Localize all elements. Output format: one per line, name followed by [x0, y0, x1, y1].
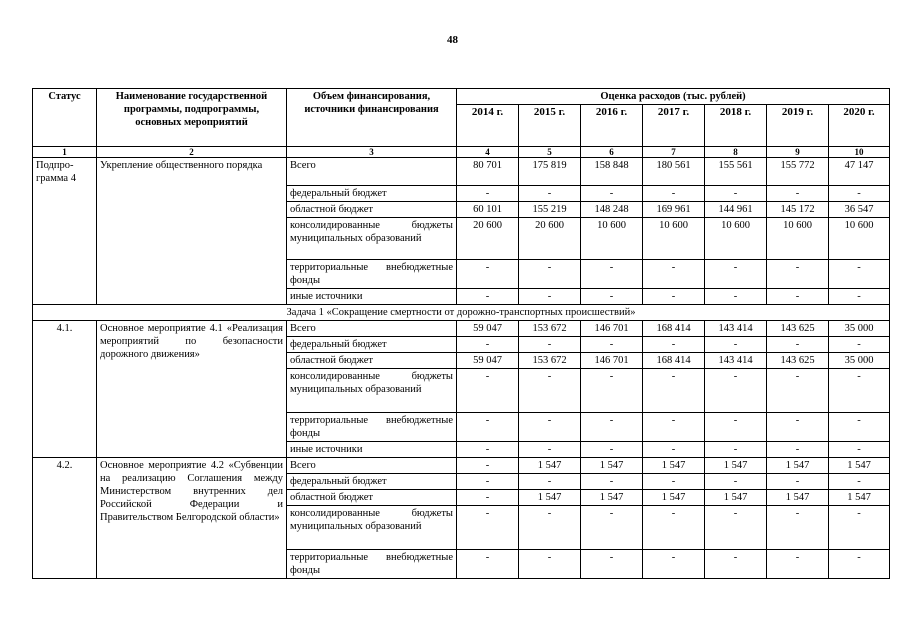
- value-cell: 155 772: [767, 158, 829, 186]
- header-estimate: Оценка расходов (тыс. рублей): [457, 89, 890, 105]
- header-year: 2019 г.: [767, 105, 829, 147]
- value-cell: 146 701: [581, 353, 643, 369]
- value-cell: -: [643, 413, 705, 442]
- value-cell: -: [519, 413, 581, 442]
- value-cell: -: [643, 289, 705, 305]
- row-status: 4.2.: [33, 458, 97, 579]
- value-cell: -: [829, 474, 890, 490]
- value-cell: 143 414: [705, 353, 767, 369]
- value-cell: -: [829, 260, 890, 289]
- value-cell: 10 600: [581, 218, 643, 260]
- table-row: [33, 458, 890, 474]
- funding-source: Всего: [287, 158, 457, 186]
- value-cell: 1 547: [767, 490, 829, 506]
- row-status: Подпро-грамма 4: [33, 158, 97, 305]
- value-cell: 1 547: [581, 490, 643, 506]
- row-name: Основное мероприятие 4.1 «Реализация мероприятий по безопасности дорожного движения»: [97, 321, 287, 458]
- row-name: Укрепление общественного порядка: [97, 158, 287, 305]
- value-cell: -: [767, 506, 829, 550]
- value-cell: 1 547: [705, 458, 767, 474]
- value-cell: 20 600: [457, 218, 519, 260]
- column-number: 10: [829, 147, 890, 158]
- header-volume: Объем финансирования, источники финансирования: [287, 89, 457, 147]
- value-cell: -: [643, 186, 705, 202]
- budget-table: [32, 88, 890, 579]
- value-cell: 35 000: [829, 321, 890, 337]
- header-name: Наименование государственной программы, подпрограммы, основных мероприятий: [97, 89, 287, 147]
- value-cell: -: [643, 369, 705, 413]
- value-cell: -: [767, 289, 829, 305]
- value-cell: -: [829, 186, 890, 202]
- header-status: Статус: [33, 89, 97, 147]
- value-cell: 47 147: [829, 158, 890, 186]
- value-cell: 168 414: [643, 321, 705, 337]
- funding-source: федеральный бюджет: [287, 474, 457, 490]
- value-cell: -: [581, 506, 643, 550]
- value-cell: -: [705, 337, 767, 353]
- value-cell: 36 547: [829, 202, 890, 218]
- value-cell: -: [519, 442, 581, 458]
- value-cell: -: [519, 337, 581, 353]
- funding-source: консолидированные бюджеты муниципальных образований: [287, 369, 457, 413]
- value-cell: 168 414: [643, 353, 705, 369]
- value-cell: -: [457, 490, 519, 506]
- funding-source: Всего: [287, 458, 457, 474]
- value-cell: -: [643, 474, 705, 490]
- value-cell: 1 547: [705, 490, 767, 506]
- value-cell: -: [829, 413, 890, 442]
- funding-source: консолидированные бюджеты муниципальных образований: [287, 506, 457, 550]
- value-cell: -: [519, 506, 581, 550]
- column-number: 2: [97, 147, 287, 158]
- value-cell: -: [581, 260, 643, 289]
- funding-source: областной бюджет: [287, 202, 457, 218]
- value-cell: 1 547: [643, 458, 705, 474]
- value-cell: -: [705, 413, 767, 442]
- value-cell: -: [457, 260, 519, 289]
- value-cell: 143 625: [767, 353, 829, 369]
- value-cell: -: [767, 337, 829, 353]
- value-cell: 169 961: [643, 202, 705, 218]
- value-cell: 153 672: [519, 321, 581, 337]
- value-cell: -: [829, 442, 890, 458]
- value-cell: 143 414: [705, 321, 767, 337]
- header-year: 2017 г.: [643, 105, 705, 147]
- value-cell: -: [767, 442, 829, 458]
- value-cell: -: [643, 506, 705, 550]
- value-cell: -: [829, 337, 890, 353]
- header-year: 2018 г.: [705, 105, 767, 147]
- column-number: 1: [33, 147, 97, 158]
- value-cell: -: [767, 474, 829, 490]
- value-cell: -: [457, 550, 519, 579]
- funding-source: областной бюджет: [287, 353, 457, 369]
- value-cell: 10 600: [643, 218, 705, 260]
- value-cell: -: [581, 413, 643, 442]
- value-cell: -: [581, 442, 643, 458]
- value-cell: -: [767, 260, 829, 289]
- column-number: 5: [519, 147, 581, 158]
- value-cell: 1 547: [581, 458, 643, 474]
- column-number: 9: [767, 147, 829, 158]
- value-cell: 148 248: [581, 202, 643, 218]
- value-cell: -: [829, 506, 890, 550]
- value-cell: -: [519, 260, 581, 289]
- page-number: 48: [447, 34, 458, 46]
- value-cell: 10 600: [767, 218, 829, 260]
- value-cell: -: [581, 369, 643, 413]
- value-cell: -: [519, 369, 581, 413]
- funding-source: областной бюджет: [287, 490, 457, 506]
- task-row: [33, 305, 890, 321]
- value-cell: -: [457, 413, 519, 442]
- value-cell: -: [581, 337, 643, 353]
- funding-source: федеральный бюджет: [287, 186, 457, 202]
- value-cell: 35 000: [829, 353, 890, 369]
- value-cell: -: [643, 337, 705, 353]
- value-cell: 155 561: [705, 158, 767, 186]
- funding-source: консолидированные бюджеты муниципальных образований: [287, 218, 457, 260]
- value-cell: -: [457, 442, 519, 458]
- value-cell: 10 600: [829, 218, 890, 260]
- value-cell: 59 047: [457, 353, 519, 369]
- value-cell: -: [457, 337, 519, 353]
- value-cell: -: [705, 186, 767, 202]
- value-cell: 1 547: [519, 458, 581, 474]
- value-cell: 144 961: [705, 202, 767, 218]
- funding-source: Всего: [287, 321, 457, 337]
- value-cell: -: [519, 474, 581, 490]
- value-cell: 20 600: [519, 218, 581, 260]
- funding-source: территориальные внебюджетные фонды: [287, 413, 457, 442]
- value-cell: 59 047: [457, 321, 519, 337]
- value-cell: -: [705, 474, 767, 490]
- value-cell: -: [643, 260, 705, 289]
- value-cell: 1 547: [829, 490, 890, 506]
- value-cell: 80 701: [457, 158, 519, 186]
- value-cell: 153 672: [519, 353, 581, 369]
- value-cell: -: [581, 474, 643, 490]
- value-cell: 1 547: [519, 490, 581, 506]
- value-cell: -: [767, 369, 829, 413]
- value-cell: -: [519, 550, 581, 579]
- table-row: [33, 321, 890, 337]
- value-cell: 1 547: [829, 458, 890, 474]
- table-row: [33, 158, 890, 186]
- value-cell: 1 547: [643, 490, 705, 506]
- value-cell: -: [705, 442, 767, 458]
- column-number: 4: [457, 147, 519, 158]
- value-cell: 158 848: [581, 158, 643, 186]
- value-cell: 145 172: [767, 202, 829, 218]
- value-cell: 10 600: [705, 218, 767, 260]
- value-cell: -: [457, 506, 519, 550]
- value-cell: -: [643, 442, 705, 458]
- column-number: 7: [643, 147, 705, 158]
- value-cell: -: [581, 289, 643, 305]
- value-cell: -: [457, 474, 519, 490]
- header-year: 2015 г.: [519, 105, 581, 147]
- value-cell: -: [643, 550, 705, 579]
- value-cell: -: [519, 186, 581, 202]
- funding-source: иные источники: [287, 289, 457, 305]
- header-year: 2014 г.: [457, 105, 519, 147]
- value-cell: -: [581, 186, 643, 202]
- row-status: 4.1.: [33, 321, 97, 458]
- value-cell: -: [767, 550, 829, 579]
- funding-source: федеральный бюджет: [287, 337, 457, 353]
- value-cell: -: [767, 186, 829, 202]
- column-number: 3: [287, 147, 457, 158]
- value-cell: -: [705, 369, 767, 413]
- value-cell: -: [705, 260, 767, 289]
- value-cell: 175 819: [519, 158, 581, 186]
- value-cell: -: [705, 289, 767, 305]
- value-cell: -: [519, 289, 581, 305]
- value-cell: -: [581, 550, 643, 579]
- value-cell: -: [457, 289, 519, 305]
- value-cell: -: [457, 186, 519, 202]
- value-cell: -: [829, 550, 890, 579]
- funding-source: иные источники: [287, 442, 457, 458]
- value-cell: -: [705, 550, 767, 579]
- value-cell: 180 561: [643, 158, 705, 186]
- column-number: 8: [705, 147, 767, 158]
- header-year: 2020 г.: [829, 105, 890, 147]
- value-cell: -: [767, 413, 829, 442]
- value-cell: -: [829, 369, 890, 413]
- funding-source: территориальные внебюджетные фонды: [287, 550, 457, 579]
- value-cell: -: [457, 369, 519, 413]
- value-cell: -: [705, 506, 767, 550]
- value-cell: 1 547: [767, 458, 829, 474]
- value-cell: 60 101: [457, 202, 519, 218]
- value-cell: 155 219: [519, 202, 581, 218]
- header-year: 2016 г.: [581, 105, 643, 147]
- row-name: Основное мероприятие 4.2 «Субвенции на реализацию Соглашения между Министерством внутренних дел Российской Федерации и Правительством Белгородской области»: [97, 458, 287, 579]
- value-cell: -: [457, 458, 519, 474]
- value-cell: -: [829, 289, 890, 305]
- funding-source: территориальные внебюджетные фонды: [287, 260, 457, 289]
- value-cell: 146 701: [581, 321, 643, 337]
- column-number: 6: [581, 147, 643, 158]
- task-title: Задача 1 «Сокращение смертности от дорожно-транспортных происшествий»: [33, 305, 890, 321]
- value-cell: 143 625: [767, 321, 829, 337]
